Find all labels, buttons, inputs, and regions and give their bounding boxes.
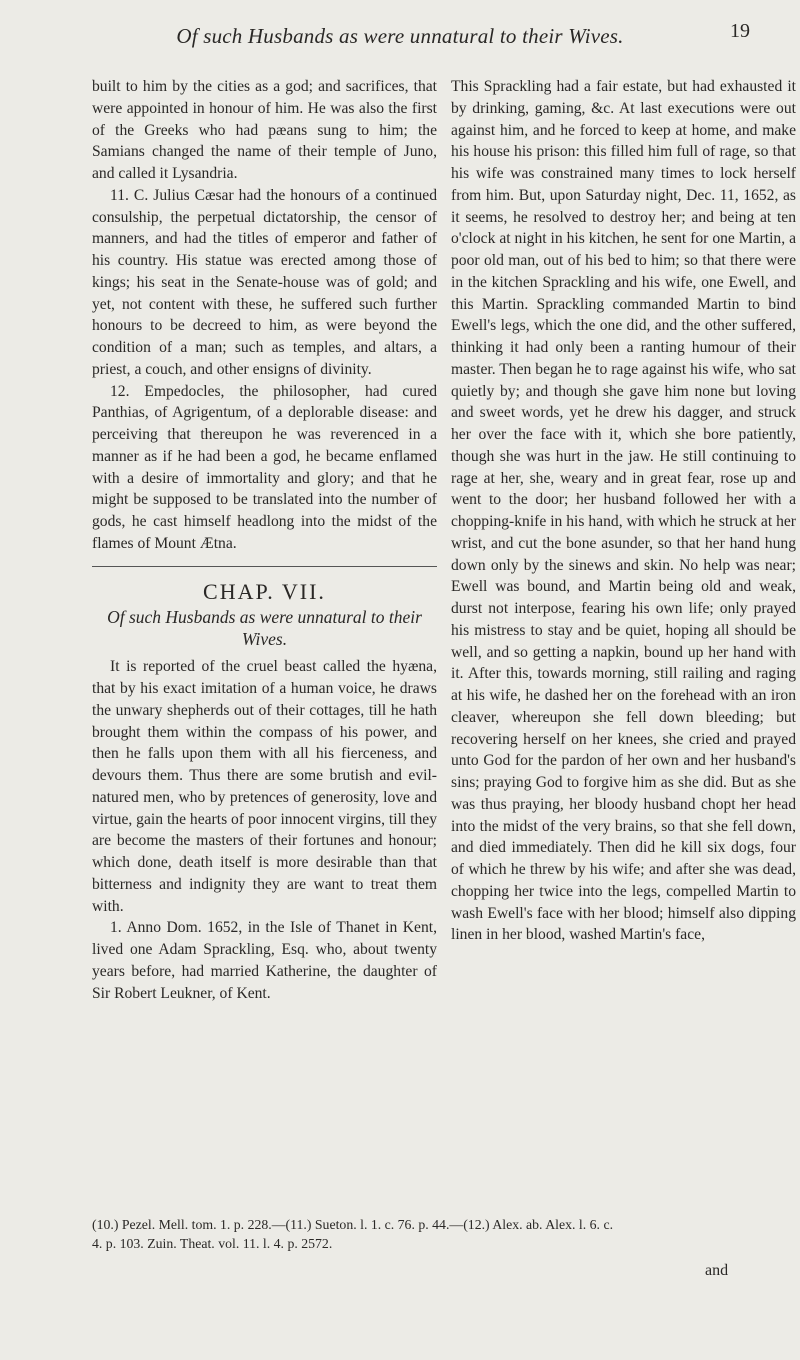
paragraph: This Sprackling had a fair estate, but had exhausted it by drinking, gaming, &c. At last executions were out against him, and he forced to keep at home, and make his house his prison: this filled him full of rage, so that his wife was constrained many times to lock herself from him. But, upon Saturday night, Dec. 11, 1652, as it seems, he resolved to destroy her; and being at ten o'clock at night in his kitchen, he sent for one Martin, a poor old man, out of his bed to him; so that there were in the kitchen Sprackling and his wife, one Ewell, and this Martin. Sprackling commanded Martin to bind Ewell's legs, which the one did, and the other suffered, thinking it had only been a ranting humour of their master. Then began he to rage against his wife, who sat quietly by; and though she gave him none but loving and sweet words, yet he drew his dagger, and struck her over the face with it, which she bore patiently, though she was hurt in the jaw. He still continuing to rage at her, she, weary and in great fear, rose up and went to the door; her husband followed her with a chopping-knife in his hand, with which he struck at her wrist, and cut the bone asunder, so that her hand hung down only by the sinews and skin. No help was near; Ewell was bound, and Martin being old and weak, durst not interpose, fearing his own life; only prayed his mistress to stay and be quiet, hoping all should be well, and so getting a napkin, bound up her hand with it. After this, towards morning, still railing and raging at his wife, he dashed her on the forehead with an iron cleaver, whereupon she fell down bleeding; but recovering herself on her knees, she cried and prayed unto God for the pardon of her own and her husband's sins; praying God to forgive him as she did. But as she was thus praying, her bloody husband chopt her head into the midst of the very brains, so that she fell down, and died immediately. Then did he kill six dogs, four of which he threw by his wife; and after she was dead, chopping her twice into the legs, compelled Martin to wash Ewell's face with her blood; himself also dipping linen in her blood, washed Martin's face, bbox=[451, 78, 796, 944]
footnotes bbox=[92, 1215, 782, 1253]
paragraph: 1. Anno Dom. 1652, in the Isle of Thanet in Kent, lived one Adam Sprackling, Esq. who, about twenty years before, had married Katherine, the daughter of Sir Robert Leukner, of Kent. bbox=[92, 919, 437, 1002]
paragraph: 12. Empedocles, the philosopher, had cured Panthias, of Agrigentum, of a deplorable disease: and perceiving that thereupon he was reverenced in a manner as if he had been a god, he became enflamed with a desire of immortality and glory; and that he might be supposed to be translated into the number of gods, he cast himself headlong into the midst of the flames of Mount Ætna. bbox=[92, 382, 437, 552]
chapter-subtitle: Of such Husbands as were unnatural to their Wives. bbox=[107, 607, 422, 650]
footnote-line: (10.) Pezel. Mell. tom. 1. p. 228.—(11.) Sueton. l. 1. c. 76. p. 44.—(12.) Alex. ab. Alex. l. 6. c. bbox=[92, 1217, 614, 1232]
left-column bbox=[92, 76, 437, 1004]
running-title: Of such Husbands as were unnatural to their Wives. bbox=[176, 24, 624, 48]
section-divider bbox=[92, 566, 437, 567]
footnote-line: 4. p. 103. Zuin. Theat. vol. 11. l. 4. p. 2572. bbox=[92, 1236, 333, 1251]
paragraph: It is reported of the cruel beast called the hyæna, that by his exact imitation of a human voice, he draws the unwary shepherds out of their cottages, till he hath brought them within the compass of his power, and then he falls upon them with all his fierceness, and devours them. Thus there are some brutish and evil-natured men, who by pretences of generosity, love and virtue, gain the hearts of poor innocent virgins, till they are become the masters of their fortunes and honour; which done, death itself is more desirable than that bitterness and indignity they are want to treat them with. bbox=[92, 658, 437, 915]
right-column bbox=[451, 76, 796, 946]
paragraph: built to him by the cities as a god; and sacrifices, that were appointed in honour of him. He was also the first of the Greeks who had pæans sung to him; the Samians changed the name of their temple of Juno, and called it Lysandria. bbox=[92, 78, 437, 182]
paragraph: 11. C. Julius Cæsar had the honours of a continued consulship, the perpetual dictatorship, the censor of manners, and had the titles of emperor and father of his country. His statue was erected among those of kings; his seat in the Senate-house was of gold; and yet, not content with these, he suffered such further honours to be decreed to him, as were beyond the condition of a man; such as temples, and altars, a priest, a couch, and other ensigns of divinity. bbox=[92, 186, 437, 378]
catchword: and bbox=[705, 1262, 729, 1279]
chapter-heading: CHAP. VII. bbox=[203, 578, 326, 604]
page-number: 19 bbox=[730, 20, 750, 42]
